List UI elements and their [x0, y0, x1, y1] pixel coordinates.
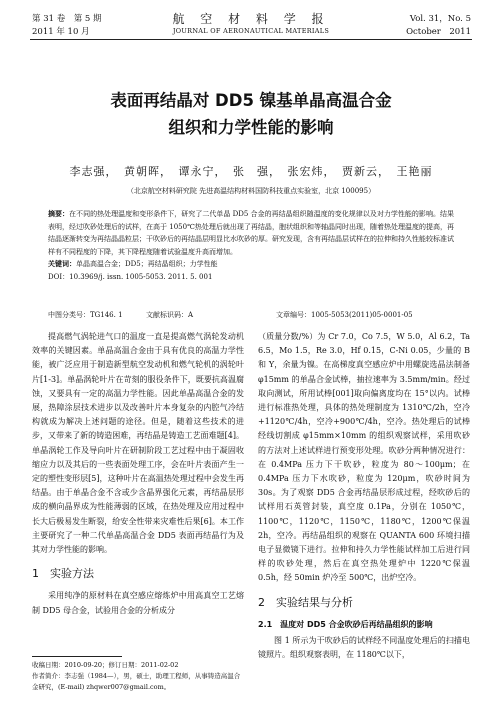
- running-header: [0, 0, 502, 48]
- left-column: [32, 330, 244, 618]
- abstract-label: 摘要：: [48, 210, 70, 218]
- issue-date-en: October 2011: [406, 27, 471, 37]
- document-code: 文献标识码：A: [146, 311, 194, 319]
- issue-date: 2011 年 10 月: [32, 27, 90, 37]
- affiliation: （北京航空材料研究院 先进高温结构材料国防科技重点实验室，北京 100095）: [126, 187, 376, 195]
- author-list: 李志强， 黄朝晖， 谭永宁， 张 强， 张宏炜， 贾新云， 王艳丽: [69, 165, 433, 178]
- section-2-heading: 2 实验结果与分析: [258, 595, 353, 609]
- journal-name-en: JOURNAL OF AERONAUTICAL MATERIALS: [172, 27, 330, 35]
- volume-issue: 第 31 卷 第 5 期: [32, 14, 102, 24]
- results-paragraph: 图 1 所示为干吹砂后的试样经不同温度处理后的扫描电镜照片。组织观察表明，在 1180℃以下，: [258, 636, 470, 660]
- author-bio: 作者简介：李志强（1984—），男，硕士，助理工程师，从事铸造高温合金研究，(E-mail) zhqwer007@gmail.com。: [32, 672, 241, 691]
- section-1-heading: 1 实验方法: [32, 567, 94, 581]
- received-date: 收稿日期：2010-09-20；修订日期：2011-02-02: [32, 661, 179, 669]
- paper-title-line2: 组织和力学性能的影响: [168, 118, 334, 137]
- paper-title-line1: 表面再结晶对 DD5 镍基单晶高温合金: [110, 91, 392, 110]
- abstract: [48, 208, 454, 283]
- classification-line: [48, 309, 454, 321]
- keywords-label: 关键词：: [48, 260, 76, 268]
- intro-paragraph: 提高燃气涡轮进气口的温度一直是提高燃气涡轮发动机效率的关键因素。单晶高温合金由于具有优良的高温力学性能，被广泛应用于制造新型航空发动机和燃气轮机的涡轮叶片[1-3]。单晶涡轮叶片在苛刻的服役条件下，既要抗高温腐蚀，又要具有一定的高温力学性能。因此单晶高温合金的发展，热障涂层技术进步以及改善叶片本身复杂的内腔气冷结构就成为解决上述问题的途径。但是，随着这些技术的进步，又带来了新的铸造困难，再结晶是铸造工艺面难题[4]。单晶涡轮工作及导向叶片在研制阶段工艺过程中由于凝固收缩应力以及其后的一些表面处理工序，会在叶片表面产生一定的塑性变形层[5]，这种叶片在高温热处理过程中会发生再结晶。由于单晶合金不含或少含晶界强化元素，再结晶层形成的横向晶界成为性能薄弱的区域，在热处理及应用过程中长大后极易发生断裂，给安全性带来灾难性后果[6]。本工作主要研究了一种二代单晶高温合金 DD5 表面再结晶行为及其对力学性能的影响。: [32, 332, 244, 555]
- journal-name-cn: 航 空 材 料 学 报: [172, 12, 330, 26]
- right-column: [258, 330, 470, 662]
- article-number: 文章编号：1005-5053(2011)05-0001-05: [276, 311, 413, 319]
- subsection-2-1-heading: 2.1 温度对 DD5 合金吹砂后再结晶组织的影响: [258, 619, 433, 629]
- keywords-text: 单晶高温合金；DD5；再结晶组织；力学性能: [76, 260, 218, 268]
- doi: DOI：10.3969/j. issn. 1005-5053. 2011. 5. 001: [48, 272, 213, 281]
- abstract-text: 在不同的热处理温度和变形条件下，研究了二代单晶 DD5 合金的再结晶组织随温度的变化规律以及对力学性能的影响。结果表明，经过吹砂处理后的试样，在高于 1050℃热处理后就出现了再结晶，胞状组织和等轴晶同时出现，随着热处理温度的提高，再结晶逐渐转变为再结晶晶粒层；干吹砂后的再结晶层明显比水吹砂的厚。研究发现，含有再结晶层试样在的拉伸和持久性能较标准试样有不同程度的下降，其下降程度随着试验温度升高而增加。: [48, 210, 454, 256]
- footnote: [32, 660, 246, 693]
- methods-paragraph: 采用纯净的原材料在真空感应熔炼炉中用高真空工艺熔制 DD5 母合金，试验用合金的分析成分: [32, 591, 244, 615]
- footnote-rule: [32, 656, 122, 657]
- clc-number: 中图分类号：TG146. 1: [48, 311, 123, 319]
- methods-continued-paragraph: （质量分数/%）为 Cr 7.0，Co 7.5，W 5.0，Al 6.2，Ta 6.5，Mo 1.5，Re 3.0，Hf 0.15，C-Ni 0.05，少量的 B 和 Y，余量为镍。在高梯度真空感应炉中用螺旋选晶法制备 φ15mm 的单晶合金试棒，抽拉速率为 3.5mm/min。经过取向测试，所用试棒[001]取向偏离度均在 15°以内。试棒进行标准热处理，具体的热处理制度为 1310℃/2h，空冷+1120℃/4h，空冷+900℃/4h，空冷。热处理后的试棒经线切割成 φ15mm×10mm 的组织观察试样，采用吹砂的方法对上述试样进行预变形处理。吹砂分两种情况进行：在 0.4MPa 压力下干吹砂，粒度为 80～100μm；在 0.4MPa 压力下水吹砂，粒度为 120μm，吹砂时间为 30s。为了观察 DD5 合金再结晶层形成过程，经吹砂后的试样用石英管封装，真空度 0.1Pa，分别在 1050℃，1100℃，1120℃，1150℃，1180℃，1200℃保温 2h，空冷。再结晶组织的观察在 QUANTA 600 环境扫描电子显微镜下进行。拉伸和持久力学性能试样加工后进行同样的吹砂处理，然后在真空热处理炉中 1220℃保温 0.5h，经 50min 炉冷至 500℃，出炉空冷。: [258, 332, 470, 583]
- volume-issue-en: Vol. 31，No. 5: [409, 14, 471, 24]
- header-rule: [30, 39, 472, 40]
